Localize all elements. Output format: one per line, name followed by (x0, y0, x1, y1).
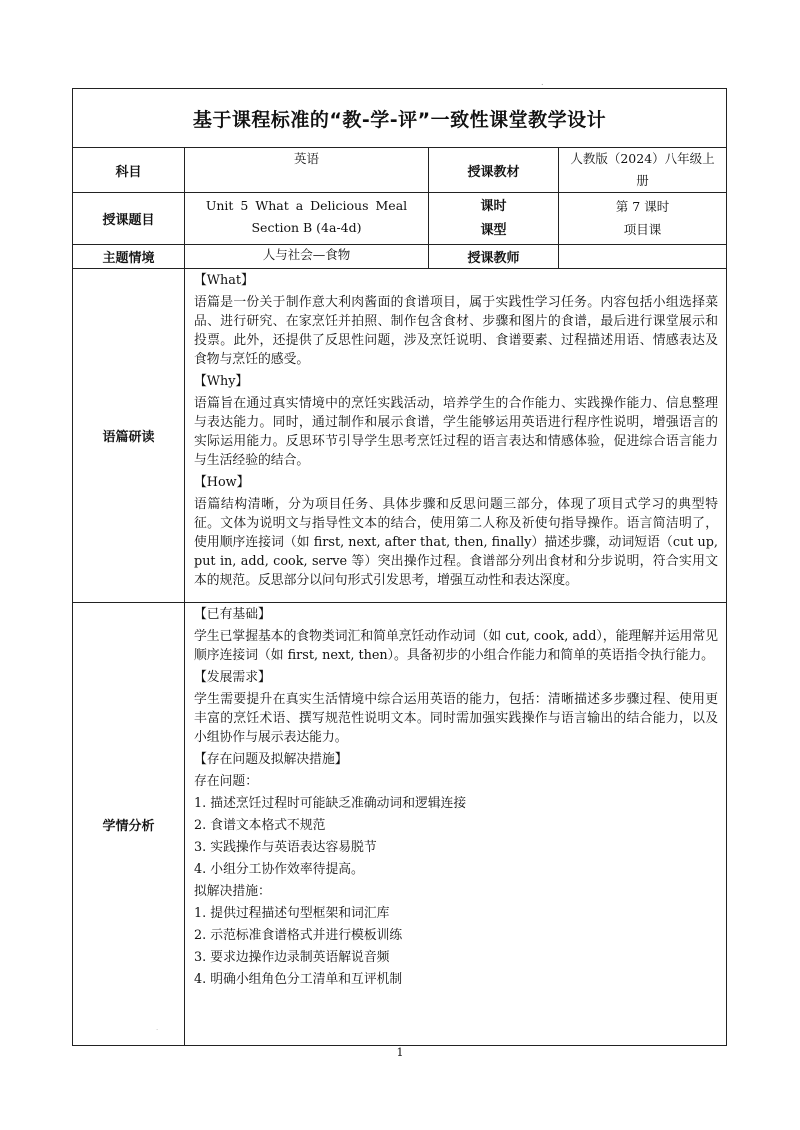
scan-dot: . (541, 78, 544, 87)
theme-label: 主题情境 (73, 245, 185, 269)
text-analysis-content (185, 269, 727, 603)
teacher-value (559, 245, 727, 269)
text-analysis-label: 语篇研读 (73, 269, 185, 603)
issues-heading: 【存在问题及拟解决措施】 (194, 752, 348, 767)
textbook-label: 授课教材 (429, 148, 559, 193)
subject-value: 英语 (185, 148, 429, 193)
page-number: 1 (396, 1046, 404, 1059)
period-type-labels (429, 193, 559, 245)
period-type-values (559, 193, 727, 245)
basis-body: 学生已掌握基本的食物类词汇和简单烹饪动作动词（如 cut, cook, add），能理解并运用常见顺序连接词（如 first, next, then）。具备初步的小组合作能力和简单的英语指令执行能力。 (194, 629, 718, 663)
document-title: 基于课程标准的“教-学-评”一致性课堂教学设计 (73, 89, 727, 148)
problem-item: 1. 描述烹饪过程时可能缺乏准确动词和逻辑连接 (194, 796, 467, 811)
topic-label: 授课题目 (73, 193, 185, 245)
period-label: 课时 (480, 199, 507, 214)
teacher-label: 授课教师 (429, 245, 559, 269)
basis-heading: 【已有基础】 (194, 607, 271, 622)
measures-label: 拟解决措施： (194, 884, 271, 899)
measure-item: 4. 明确小组角色分工清单和互评机制 (194, 972, 403, 987)
topic-line-1: Unit 5 What a Delicious Meal (205, 198, 408, 213)
lesson-plan-table (72, 88, 727, 1046)
type-label: 课型 (480, 223, 507, 238)
measure-item: 1. 提供过程描述句型框架和词汇库 (194, 906, 390, 921)
period-value: 第 7 课时 (615, 199, 670, 214)
learner-analysis-content (185, 603, 727, 1046)
needs-heading: 【发展需求】 (194, 670, 271, 685)
type-value: 项目课 (623, 222, 662, 237)
how-heading: 【How】 (194, 475, 250, 490)
measure-item: 3. 要求边操作边录制英语解说音频 (194, 950, 390, 965)
what-body: 语篇是一份关于制作意大利肉酱面的食谱项目，属于实践性学习任务。内容包括小组选择菜品、进行研究、在家烹饪并拍照、制作包含食材、步骤和图片的食谱，最后进行课堂展示和投票。此外，还提供了反思性问题，涉及烹饪说明、食谱要素、过程描述用语、情感表达及食物与烹饪的感受。 (194, 295, 718, 367)
problem-item: 2. 食谱文本格式不规范 (194, 818, 326, 833)
measure-item: 2. 示范标准食谱格式并进行模板训练 (194, 928, 403, 943)
theme-value: 人与社会—食物 (185, 245, 429, 269)
textbook-value: 人教版（2024）八年级上册 (559, 148, 727, 193)
learner-analysis-label: 学情分析 (73, 603, 185, 1046)
topic-value (185, 193, 429, 245)
what-heading: 【What】 (194, 273, 254, 288)
scan-dot: . (156, 1024, 159, 1032)
problem-item: 4. 小组分工协作效率待提高。 (194, 862, 364, 877)
problems-label: 存在问题： (194, 774, 258, 789)
why-heading: 【Why】 (194, 374, 249, 389)
why-body: 语篇旨在通过真实情境中的烹饪实践活动，培养学生的合作能力、实践操作能力、信息整理与表达能力。同时，通过制作和展示食谱，学生能够运用英语进行程序性说明，增强语言的实际运用能力。反思环节引导学生思考烹饪过程的语言表达和情感体验，促进综合语言能力与生活经验的结合。 (194, 396, 718, 468)
problem-item: 3. 实践操作与英语表达容易脱节 (194, 840, 377, 855)
needs-body: 学生需要提升在真实生活情境中综合运用英语的能力，包括：清晰描述多步骤过程、使用更丰富的烹饪术语、撰写规范性说明文本。同时需加强实践操作与语言输出的结合能力，以及小组协作与展示表达能力。 (194, 692, 718, 745)
topic-line-2: Section B (4a-4d) (251, 220, 362, 235)
subject-label: 科目 (73, 148, 185, 193)
how-body: 语篇结构清晰，分为项目任务、具体步骤和反思问题三部分，体现了项目式学习的典型特征。文体为说明文与指导性文本的结合，使用第二人称及祈使句指导操作。语言简洁明了，使用顺序连接词（如 first, next, after that, then, finally）描述步骤，动词短语（cut up, put in, add, cook, serve 等）突出操作过程。食谱部分列出食材和分步说明，符合实用文本的规范。反思部分以问句形式引发思考，增强互动性和表达深度。 (194, 497, 718, 588)
